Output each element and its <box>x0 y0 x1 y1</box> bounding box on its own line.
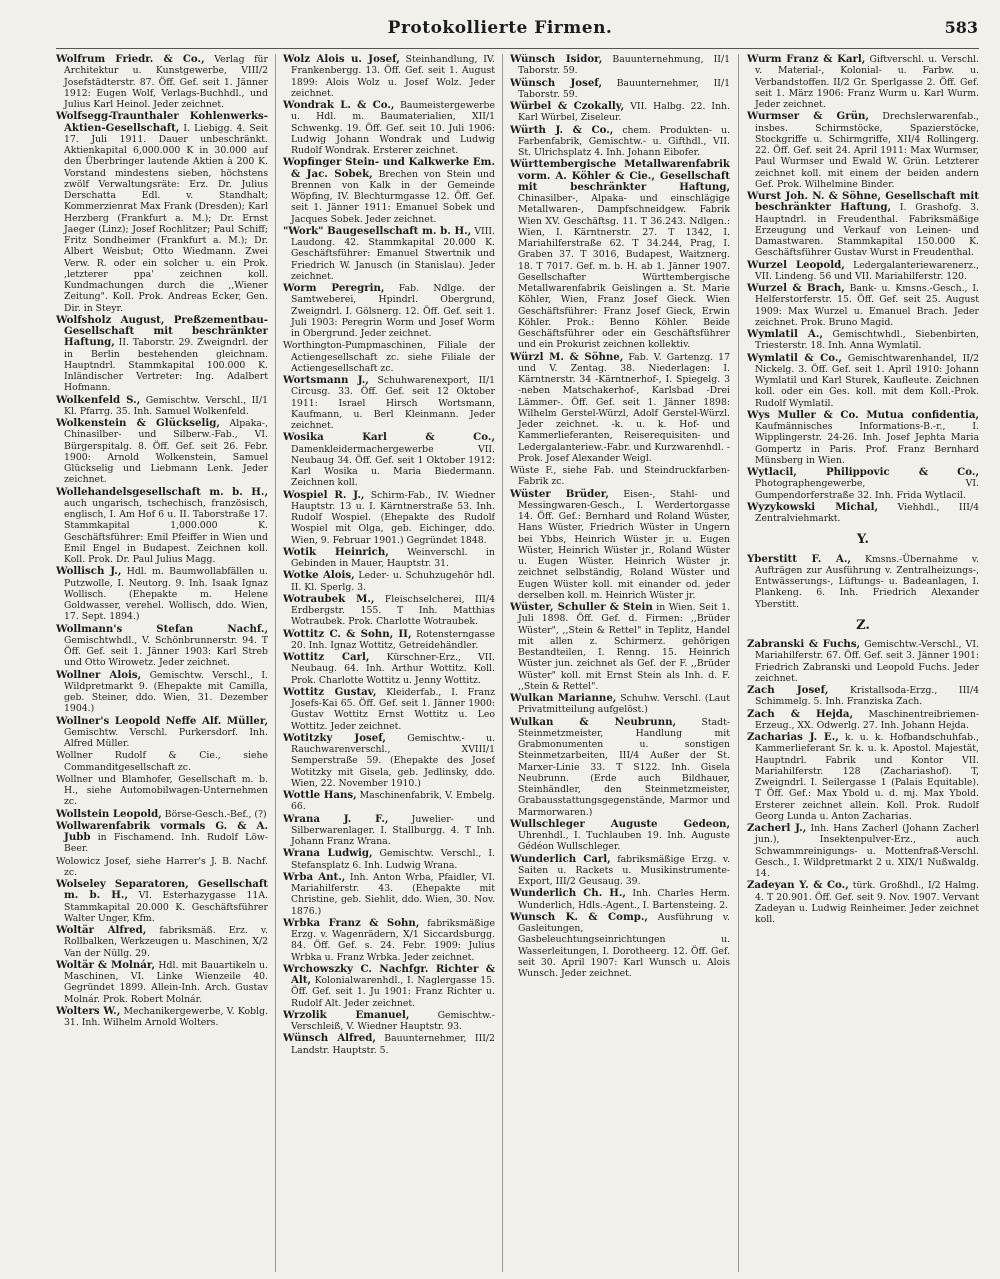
firm-name: Wospiel R. J., <box>283 488 365 501</box>
firm-entry <box>747 329 979 352</box>
firm-name: Wurst Joh. N. & Söhne, Gesellschaft mit beschränkter Haftung, <box>747 190 979 214</box>
firm-details: Juwelier- und Silberwarenlager. I. Stallburgg. 4. T Inh. Johann Franz Wrana. <box>291 813 495 847</box>
firm-details: Kleiderfab., I. Franz Josefs-Kai 65. Öff. Gef. seit 1. Jänner 1900: Gustav Wottitz Ernst Wottitz u. Leo Wottitz. Jeder zeichnet. <box>291 686 495 732</box>
firm-name: Wys Muller & Co. Mutua confidentia, <box>747 408 979 421</box>
firm-entry <box>283 872 495 917</box>
firm-details: VI. Esterhazygasse 11A. Stammkapital 20.000 K. Geschäftsführer Walter Unger, Kfm. <box>64 890 268 924</box>
firm-name: Zach Josef, <box>747 684 829 696</box>
firm-details: Gemischtw. Verschl. Purkersdorf. Inh. Alfred Müller. <box>64 726 268 749</box>
firm-details: Gemischtwarenhandel, II/2 Nickelg. 3. Öff. Gef. seit 1. April 1910: Johann Wymlatil und Karl Sturek, Kaufleute. Zeichnen koll. oder ein Ges. koll. mit dem Koll.-Prok. Rudolf Wymlatil. <box>755 352 979 409</box>
firm-entry <box>510 819 730 853</box>
firm-details: Hdl. m. Baumwollabfällen u. Putzwolle, I. Neutorg. 9. Inh. Isaak Ignaz Wollisch. (Ehepakte m. Helene Goldwasser, verehel. Wollisch, ddo. Wien, 17. Sept. 1894.) <box>64 566 268 623</box>
firm-details: Kürschner-Erz., VII. Neubaug. 64. Inh. Arthur Wottitz. Koll. Prok. Charlotte Wottitz u. Jenny Wottitz. <box>291 652 495 686</box>
firm-name: Wunsch K. & Comp., <box>510 910 648 923</box>
firm-name: Wymlatil & Co., <box>747 351 842 364</box>
firm-name: Wollisch J., <box>56 565 122 578</box>
firm-entry <box>56 809 268 820</box>
firm-entry <box>510 912 730 980</box>
firm-details: VII. Halbg. 22. Inh. Karl Würbel, Ziseleur. <box>518 101 730 124</box>
firm-details: auch ungarisch, tschechisch, französisch, englisch, I. Am Hof 6 u. II. Taborstraße 17. Stammkapital 1,000.000 K. Geschäftsführer: Emil Pfeiffer in Wien und Emil Engel in Budapest. Zeichnen koll. Koll. Prok. Dr. Paul Julius Magg. <box>64 497 268 565</box>
firm-entry <box>56 624 268 669</box>
firm-name: Wulkan Marianne, <box>510 692 617 704</box>
page-number: 583 <box>944 18 978 37</box>
firm-details: Kmsns.-Übernahme v. Aufträgen zur Ausführung v. Zentralheizungs-, Entwässerungs-, Lüftungs- u. Badeanlagen, I. Plankeng. 6. Inh. Friedrich Alexander Yberstitt. <box>755 553 979 610</box>
firm-details: Leder- u. Schuhzugehör hdl. II. Kl. Sperlg. 3. <box>291 570 495 593</box>
firm-name: Wrana J. F., <box>283 812 389 825</box>
firm-entry <box>747 467 979 501</box>
firm-name: Würzl M. & Söhne, <box>510 350 624 363</box>
firm-entry <box>283 226 495 282</box>
firm-entry <box>510 54 730 77</box>
firm-details: in Fischamend. Inh. Rudolf Löw-Beer. <box>64 832 268 855</box>
firm-details: Bauunternehmer, III/2 Landstr. Hauptstr. 5. <box>291 1033 495 1056</box>
column-4 <box>747 54 979 1272</box>
firm-entry <box>747 111 979 190</box>
firm-details: Mechanikergewerbe, V. Koblg. 31. Inh. Wilhelm Arnold Wolters. <box>64 1005 268 1028</box>
firm-entry <box>747 709 979 732</box>
column-3 <box>510 54 730 1272</box>
firm-entry <box>56 418 268 486</box>
page-header <box>0 14 1000 44</box>
firm-entry <box>747 502 979 525</box>
firm-entry <box>56 111 268 314</box>
firm-entry <box>283 733 495 789</box>
firm-entry <box>56 716 268 750</box>
firm-entry <box>283 100 495 156</box>
firm-name: Wotitzky Josef, <box>283 731 386 744</box>
firm-details: Gemischtw.-Verschleiß, V. Wiedner Hauptstr. 93. <box>291 1009 495 1032</box>
firm-details: Gemischtw.- u. Rauchwarenverschl., XVIII/1 Semperstraße 59. (Ehepakte des Josef Wotitzky mit Gisela, geb. Jedlinsky, ddo. Wien, 22. November 1910.) <box>291 732 495 789</box>
firm-entry <box>283 964 495 1009</box>
firm-entry <box>283 375 495 431</box>
firm-name: Wünsch Isidor, <box>510 54 603 65</box>
firm-details: Bauunternehmer, II/1 Taborstr. 59. <box>518 77 730 100</box>
firm-name: Wollwarenfabrik vormals G. & A. Jubb <box>56 819 268 843</box>
firm-name: Wunderlich Carl, <box>510 852 611 865</box>
firm-entry <box>510 101 730 124</box>
firm-name: Wottitz C. & Sohn, II, <box>283 627 412 640</box>
firm-details: Wolowicz Josef, siehe Harrer's J. B. Nachf. zc. <box>56 855 268 878</box>
firm-entry <box>747 410 979 466</box>
firm-entry <box>283 54 495 99</box>
firm-name: Wortsmann J., <box>283 374 369 386</box>
firm-name: Wondrak L. & Co., <box>283 99 395 111</box>
firm-name: Wopfinger Stein- und Kalkwerke Em. & Jac. Sobek, <box>283 156 495 180</box>
firm-entry <box>747 880 979 925</box>
firm-name: Wollstein Leopold, <box>56 807 162 820</box>
firm-entry <box>747 260 979 283</box>
firm-details: Uhrenhdl., I. Tuchlauben 19. Inh. Auguste Gédéon Wullschleger. <box>518 830 730 853</box>
page-title: Protokollierte Firmen. <box>387 18 613 38</box>
firm-entry <box>283 432 495 488</box>
firm-name: Wotke Alois, <box>283 569 355 582</box>
firm-details: Stadt-Steinmetzmeister, Handlung mit Grabmonumenten u. sonstigen Steinmetzarbeiten, III/4 Außer der St. Marxer-Linie 33. T S122. Inh. Gisela Neubrunn. (Erde auch Bildhauer, Steinhändler, den Steinmetzmeister, Grabausstattungsgegenstände, Marmor und Marmorwaren.) <box>518 716 730 818</box>
firm-name: Woltär Alfred, <box>56 924 147 936</box>
column-2 <box>283 54 495 1272</box>
firm-name: Wurm Franz & Karl, <box>747 54 866 65</box>
firm-name: Wunderlich Ch. H., <box>510 887 626 900</box>
firm-details: Drechslerwarenfab., insbes. Schirmstöcke, Spazierstöcke, Stockgriffe u. Schirmgriffe, XII/4 Rollingerg. 22. Öff. Gef. seit 24. April 1911: Max Wurmser, Paul Wurmser und Ewald W. Grün. Letzterer zeichnet koll. mit einem der beiden andern Gef. Prok. Wilhelmine Binder. <box>755 111 979 190</box>
column-divider <box>738 54 739 1272</box>
firm-name: Wüster Brüder, <box>510 487 609 500</box>
firm-details: Wollner Rudolf & Cie., siehe Commanditgesellschaft zc. <box>56 750 268 773</box>
letter-heading: Z. <box>856 617 870 633</box>
firm-details: Gemischtw.-Verschl., VI. Mariahilferstr. 67. Öff. Gef. seit 3. Jänner 1901: Friedrich Zabranski und Leopold Fuchs. Jeder zeichnet. <box>755 639 979 684</box>
firm-entry <box>510 125 730 159</box>
firm-name: Wotraubek M., <box>283 592 375 605</box>
firm-name: Wünsch Josef, <box>510 76 603 89</box>
firm-entry <box>56 487 268 566</box>
firm-entry <box>56 750 268 773</box>
firm-details: Chinasilber-, Alpaka- und einschlägige Metallwaren-, Dampfschneidgew. Fabrik Wien XV. Geschäftsg. 11. T 36.243. Ndlgen.: Wien, I. Kärntnerstr. 27. T 1342, I. Mariahilferstraße 62. T 34.244, Prag, I. Graben 37. T 3016, Budapest, Waitznerg. 18. T 7017. Gef. m. b. H. ab 1. Jänner 1907. Gesellschafter Württembergische Metallwarenfabrik Geislingen a. St. Marie Köhler, Wien, Franz Josef Gieck. Wien Geschäftsführer: Franz Josef Gieck, Erwin Köhler. Prok.: Benno Köhler. Beide Geschäftsführer oder ein Geschäftsführer und ein Prokurist zeichnen kollektiv. <box>518 193 730 351</box>
firm-details: Photographengewerbe, VI. Gumpendorferstraße 32. Inh. Frida Wytlacil. <box>755 478 979 501</box>
firm-name: Zabranski & Fuchs, <box>747 638 861 650</box>
firm-details: in Wien. Seit 1. Juli 1898. Öff. Gef. d. Firmen: ,,Brüder Wüster", ,,Stein & Rettel" in Teplitz, Handel mit allen z. Schirmerz. gehörigen Bestandteilen, I. Renng. 15. Heinrich Wüster jun. zeichnet als Gef. der F. ,,Brüder Wüster" koll. mit Ernst Stein als Inh. d. F. ,,Stein & Rettel". <box>518 602 730 692</box>
firm-details: fabriksmäßige Erzg. v. Wagenrädern, X/1 Siccardsburgg. 84. Öff. Gef. s. 24. Febr. 1909: Julius Wrbka u. Franz Wrbka. Jeder zeichnet. <box>291 917 495 963</box>
firm-details: Bank- u. Kmsns.-Gesch., I. Helferstorferstr. 15. Öff. Gef. seit 25. August 1909: Max Wurzel u. Emanuel Brach. Jeder zeichnet. Prok. Bruno Magid. <box>755 283 979 328</box>
firm-details: I. Liebigg. 4. Seit 17. Juli 1911. Dauer unbeschränkt. Aktienkapital 6,000.000 K in 30.000 auf den Überbringer lautende Aktien à 200 K. Vorstand mindestens sieben, höchstens zwölf Verwaltungsräte: Erz. Dr. Julius Derschatta Edl. v. Standhalt; Kommerzienrat Max Frank (Dresden); Karl Herzberg (Frankfurt a. M.); Dr. Ernst Jaeger (Linz); Josef Rochlitzer; Paul Schiff; Fritz Sondheimer (Frankfurt a. M.); Dr. Albert Weisbut; Otto Wiedmann. Zwei Verw. R. oder ein solcher u. ein Prok. ,letzterer ppa' zeichnen koll. Kundmachungen durch die ,,Wiener Zeitung". Koll. Prok. Andreas Ecker, Gen. Dir. in Steyr. <box>64 122 268 314</box>
firm-entry <box>283 157 495 225</box>
firm-details: I. Grashofg. 3. Hauptndrl. in Freudenthal. Fabriksmäßige Erzeugung und Verkauf von Leinen- und Damastwaren. Stammkapital 150.000 K. Geschäftsführer Gustav Wurst in Freudenthal. <box>755 202 979 259</box>
firm-details: Inh. Hans Zacherl (Johann Zacherl jun.), Insektenpulver-Erz., auch Schwammreinigungs- u. Mottenfraß-Verschl. Gesch., I. Wildpretmarkt 2 u. XIX/1 Nußwaldg. 14. <box>755 823 979 879</box>
firm-entry <box>56 315 268 394</box>
firm-details: Bauunternehmung, II/1 Taborstr. 59. <box>518 54 730 77</box>
firm-details: chem. Produkten- u. Farbenfabrik, Gemischtw.- u. Gifthdl., VII. St. Ulrichsplatz 4. Inh. Johann Eibofer. <box>518 124 730 158</box>
firm-entry <box>56 960 268 1005</box>
firm-entry <box>510 489 730 602</box>
firm-entry <box>283 918 495 963</box>
firm-name: Worm Peregrin, <box>283 282 385 294</box>
firm-details: Fab. V. Gartenzg. 17 und V. Zentag. 38. Niederlagen: I. Kärntnerstr. 34 -Kärntnerhof-, I. Spiegelg. 3 -neben Matschakerhof-, Karlsbad -Drei Lämmer-. Öff. Gef. seit 1. Jänner 1898: Wilhelm Gerstel-Würzl, Adolf Gerstel-Würzl. Jeder zeichnet. -k. u. k. Hof- und Kammerlieferanten, Reiserequisiten- und Ledergalanteriew.-Fabr. und Kurzwarenhdl. -Prok. Josef Alexander Weigl. <box>518 351 730 464</box>
firm-details: Gemischtw. Verschl., I. Stefansplatz 6. Inh. Ludwig Wrana. <box>291 848 495 871</box>
firm-details: Inh. Charles Herm. Wunderlich, Hdls.-Agent., I. Bartensteing. 2. <box>518 888 730 911</box>
firm-name: "Work" Baugesellschaft m. b. H., <box>283 224 472 237</box>
firm-entry <box>283 652 495 686</box>
firm-entry <box>747 732 979 822</box>
firm-name: Wosika Karl & Co., <box>283 431 495 444</box>
firm-entry <box>283 594 495 628</box>
firm-name: Zacharias J. E., <box>747 731 839 743</box>
firm-name: Wotik Heinrich, <box>283 545 389 558</box>
firm-details: fabriksmäß. Erz. v. Rollbalken, Werkzeugen u. Maschinen, X/2 Van der Nüllg. 29. <box>64 925 268 959</box>
firm-name: Wolfrum Friedr. & Co., <box>56 54 205 65</box>
firm-entry <box>283 848 495 871</box>
firm-name: Wolfsholz August, Preßzementbau-Gesellschaft mit beschränkter Haftung, <box>56 313 268 349</box>
firm-entry <box>510 693 730 716</box>
firm-entry <box>747 554 979 610</box>
firm-name: Wollehandelsgesellschaft m. b. H., <box>56 485 268 498</box>
firm-entry <box>510 717 730 818</box>
firm-name: Wymlatil A., <box>747 328 823 340</box>
firm-details: Schirm-Fab., IV. Wiedner Hauptstr. 13 u. I. Kärntnerstraße 53. Inh. Rudolf Wospiel. (Ehepakte des Rudolf Wospiel mit Olga, geb. Eichinger, ddo. Wien, 9. Februar 1901.) Gegründet 1848. <box>291 489 495 546</box>
firm-details: Kaufmännisches Informations-B.-r., I. Wipplingerstr. 24-26. Inh. Josef Jephta Maria Gompertz in Paris. Prof. Franz Bernhard Münsberg in Wien. <box>755 421 979 466</box>
firm-name: Wytlacil, Philippovic & Co., <box>747 466 979 478</box>
firm-entry <box>283 547 495 570</box>
firm-details: Verlag für Architektur u. Kunstgewerbe, VIII/2 Josefstädterstr. 87. Öff. Gef. seit 1. Jänner 1912: Eugen Wolf, Verlags-Buchhdl., und Julius Karl Heinol. Jeder zeichnet. <box>64 54 268 110</box>
firm-name: Wollner Alois, <box>56 668 142 681</box>
firm-name: Wurzel Leopold, <box>747 258 845 271</box>
firm-details: Fab. Ndlge. der Samtweberei, Hpindrl. Obergrund, Zweigndrl. I. Gölsnerg. 12. Öff. Gef. seit 1. Juli 1903: Peregrin Worm und Josef Worm in Obergrund. Jeder zeichnet. <box>291 283 495 339</box>
firm-name: Wrzolik Emanuel, <box>283 1008 410 1021</box>
firm-entry <box>510 602 730 692</box>
firm-details: Gemischtwhdl., V. Schönbrunnerstr. 94. T Öff. Gef. seit 1. Jänner 1903: Karl Streb und Otto Wirowetz. Jeder zeichnet. <box>64 634 268 669</box>
firm-details: Wollner und Blamhofer, Gesellschaft m. b. H., siehe Automobilwagen-Unternehmen zc. <box>56 773 268 808</box>
firm-details: II. Taborstr. 29. Zweigndrl. der in Berlin bestehenden gleichnam. Hauptndrl. Stammkapital 100.000 K. Inländischer Vertreter: Ing. Adalbert Hofmann. <box>64 337 268 394</box>
firm-entry <box>283 490 495 546</box>
firm-details: Kristallsoda-Erzg., III/4 Schimmelg. 5. Inh. Franziska Zach. <box>755 685 979 708</box>
firm-name: Wolkenfeld S., <box>56 393 141 406</box>
firm-name: Zacherl J., <box>747 822 807 834</box>
firm-details: Eisen-, Stahl- und Messingwaren-Gesch., I. Werdertorgasse 14. Öff. Gef.: Bernhard und Roland Wüster, Hans Wüster, Friedrich Wüster in Ungern bei Ybbs, Heinrich Wüster jr. u. Eugen Wüster, Heinrich Wüster jr., Roland Wüster u. Eugen Wüster. Heinrich Wüster jr. zeichnet selbständig, Roland Wüster und Eugen Wüster koll. mit einander od. jeder derselben koll. m. Heinrich Wüster jr. <box>518 488 730 601</box>
firm-name: Wottitz Carl, <box>283 651 370 663</box>
firm-name: Würbel & Czokally, <box>510 100 625 112</box>
firm-name: Wulkan & Neubrunn, <box>510 715 677 728</box>
firm-details: Gemischtwhdl., Siebenbirten, Triesterstr. 18. Inh. Anna Wymlatil. <box>755 329 979 352</box>
firm-name: Wüster, Schuller & Stein <box>510 601 653 613</box>
firm-details: Schuhw. Verschl. (Laut Privatmitteilung aufgelöst.) <box>518 693 730 716</box>
firm-entry <box>283 790 495 813</box>
firm-entry <box>283 687 495 732</box>
firm-details: Ausführung v. Gasleitungen, Gasbeleuchtungseinrichtungen u. Wasserleitungen, I. Dorotheerg. 12. Öff. Gef. seit 30. April 1907: Karl Wunsch u. Alois Wunsch. Jeder zeichnet. <box>518 911 730 979</box>
firm-name: Wrba Ant., <box>283 870 346 883</box>
firm-details: Baumeistergewerbe u. Hdl. m. Baumaterialien, XII/1 Schwenkg. 19. Öff. Gef. seit 10. Juli 1906: Ludwig Johann Wondrak und Ludwig Rudolf Wondrak. Ersterer zeichnet. <box>291 100 495 156</box>
firm-name: Württembergische Metallwarenfabrik vorm. A. Köhler & Cie., Gesellschaft mit beschränkter Haftung, <box>510 158 730 193</box>
firm-entry <box>510 888 730 911</box>
firm-entry <box>283 283 495 339</box>
firm-name: Wolters W., <box>56 1004 121 1017</box>
firm-entry <box>510 465 730 488</box>
firm-details: türk. Großhdl., I/2 Halmg. 4. T 20.901. Öff. Gef. seit 9. Nov. 1907. Vervant Zadeyan u. Ludwig Reinheimer. Jeder zeichnet koll. <box>755 880 979 925</box>
firm-entry <box>747 685 979 708</box>
firm-entry <box>56 54 268 110</box>
firm-name: Zadeyan Y. & Co., <box>747 879 849 892</box>
firm-details: Ledergalanteriewarenerz., VII. Lindeng. 56 und VII. Mariahilferstr. 120. <box>755 259 979 282</box>
firm-entry <box>747 54 979 110</box>
firm-name: Yberstitt F. A., <box>747 552 851 565</box>
firm-details: Giftverschl. u. Verschl. v. Material-, Kolonial- u. Farbw. u. Verbandstoffen. II/2 Gr. Sperlgasse 2. Öff. Gef. seit 1. März 1906: Franz Wurm u. Karl Wurm. Jeder zeichnet. <box>755 54 979 110</box>
firm-entry <box>56 821 268 855</box>
firm-details: Viehhdl., III/4 Zentralviehmarkt. <box>755 501 979 524</box>
firm-details: Fleischselcherei, III/4 Erdbergstr. 155. T Inh. Matthias Wotraubek. Prok. Charlotte Wotraubek. <box>291 593 495 628</box>
firm-name: Wolseley Separatoren, Gesellschaft m. b. H., <box>56 878 268 902</box>
firm-entry <box>56 774 268 808</box>
firm-entry <box>283 570 495 593</box>
firm-entry <box>283 814 495 848</box>
firm-entry <box>747 639 979 684</box>
firm-details: Kolonialwarenhdl., I. Naglergasse 15. Öff. Gef. seit 1. Ju 1901: Franz Richter u. Rudolf Alt. Jeder zeichnet. <box>291 975 495 1009</box>
firm-name: Wolkenstein & Glückselig, <box>56 417 220 429</box>
firm-details: Schuhwarenexport, II/1 Circusg. 33. Öff. Gef. seit 12 Oktober 1911: Israel Hirsch Wortsmann, Kaufmann, u. Berl Kleinmann. Jeder zeichnet. <box>291 375 495 431</box>
column-divider <box>502 54 503 1272</box>
firm-details: Rotensterngasse 20. Inh. Ignaz Wottitz, Getreidehändler. <box>291 628 495 651</box>
firm-name: Wolfsegg-Traunthaler Kohlenwerks-Aktien-Gesellschaft, <box>56 110 268 134</box>
firm-entry <box>56 856 268 879</box>
firm-details: fabriksmäßige Erzg. v. Saiten u. Rackets u. Musikinstrumente-Export, III/2 Geusaug. 39. <box>518 853 730 887</box>
firm-details: VIII. Laudong. 42. Stammkapital 20.000 K. Geschäftsführer: Emanuel Stwertnik und Friedrich W. Janusch (in Stanislau). Jeder zeichnet. <box>291 225 495 282</box>
firm-entry <box>56 1006 268 1029</box>
firm-details: Maschinenfabrik, V. Embelg. 66. <box>291 790 495 813</box>
letter-heading: Y. <box>856 532 870 548</box>
firm-details: k. u. k. Hofbandschuhfab., Kammerlieferant Sr. k. u. k. Apostol. Majestät, Hauptndrl. Fabrik und Kontor VII. Mariahilferstr. 128 (Zachariashof). T, Zweigndrl. I. Seilergasse 1 (Palais Equitable). T Öff. Gef.: Max Ybold u. d. mj. Max Ybold. Ersterer zeichnet allein. Koll. Prok. Rudolf Georg Lunda u. Anton Zacharias. <box>755 732 979 822</box>
firm-entry <box>56 925 268 959</box>
firm-name: Wollner's Leopold Neffe Alf. Müller, <box>56 714 268 727</box>
firm-name: Wünsch Alfred, <box>283 1032 376 1045</box>
firm-name: Wolz Alois u. Josef, <box>283 54 400 65</box>
firm-name: Wollmann's Stefan Nachf., <box>56 622 268 635</box>
firm-entry <box>510 159 730 350</box>
firm-name: Wrana Ludwig, <box>283 847 373 860</box>
firm-entry <box>747 191 979 259</box>
firm-details: Steinhandlung, IV. Frankenbergg. 13. Öff. Gef. seit 1. August 1899: Alois Wolz u. Josef Wolz. Jeder zeichnet. <box>291 54 495 99</box>
firm-name: Wullschleger Auguste Gedeon, <box>510 817 730 830</box>
firm-name: Wrchowszky C. Nachfgr. Richter & Alt, <box>283 962 495 986</box>
firm-entry <box>283 629 495 652</box>
firm-name: Wottitz Gustav, <box>283 685 377 698</box>
firm-name: Wurmser & Grün, <box>747 110 869 123</box>
firm-entry <box>283 1033 495 1056</box>
column-divider <box>275 54 276 1272</box>
firm-details: Brechen von Stein und Brennen von Kalk in der Gemeinde Wöpfing, IV. Blechturmgasse 12. Öff. Gef. seit 1. Jänner 1911: Emanuel Sobek und Jacques Sobek. Jeder zeichnet. <box>291 168 495 225</box>
firm-name: Woltär & Molnár, <box>56 958 156 971</box>
firm-entry <box>283 340 495 374</box>
firm-name: Wrbka Franz & Sohn, <box>283 916 420 929</box>
firm-details: Gemischtw. Verschl., I. Wildpretmarkt 9. (Ehepakte mit Camilla, geb. Steiner, ddo. Wien, 31. Dezember 1904.) <box>64 669 268 715</box>
firm-name: Wyzykowski Michal, <box>747 500 879 513</box>
firm-entry <box>56 566 268 622</box>
firm-details: Wüste F., siehe Fab. und Steindruckfarben-Fabrik zc. <box>510 465 730 488</box>
firm-entry <box>56 879 268 924</box>
firm-details: Gemischtw. Verschl., II/1 Kl. Pfarrg. 35. Inh. Samuel Wolkenfeld. <box>64 394 268 417</box>
firm-entry <box>56 395 268 418</box>
firm-entry <box>510 78 730 101</box>
column-1 <box>56 54 268 1272</box>
firm-entry <box>283 1010 495 1033</box>
firm-entry <box>510 854 730 888</box>
firm-details: Weinverschl. in Gebinden in Mauer, Hauptstr. 31. <box>291 546 495 569</box>
firm-details: Hdl. mit Bauartikeln u. Maschinen, VI. Linke Wienzeile 40. Gegründet 1899. Allein-Inh. Arch. Gustav Molnár. Prok. Robert Molnár. <box>64 959 268 1005</box>
firm-name: Wottle Hans, <box>283 789 357 801</box>
firm-entry <box>747 823 979 879</box>
firm-entry <box>56 670 268 715</box>
firm-details: Worthington-Pumpmaschinen, Filiale der Actiengesellschaft zc. siehe Filiale der Actiengesellschaft zc. <box>283 340 495 374</box>
firm-details: Alpaka-, Chinasilber- und Silberw.-Fab., VI. Bürgerspitalg. 8. Öff. Gef. seit 26. Febr. 1900: Arnold Wolkenstein, Samuel Glückselig und Liebmann Lenk. Jeder zeichnet. <box>64 418 268 486</box>
firm-entry <box>747 283 979 328</box>
firm-name: Zach & Hejda, <box>747 707 854 720</box>
firm-name: Würth J. & Co., <box>510 123 614 136</box>
firm-details: Damenkleidermachergewerbe VII. Neubaug 34. Öff. Gef. seit 1 Oktober 1912: Karl Wosika u. Maria Biedermann. Zeichnen koll. <box>291 443 495 489</box>
firm-entry <box>510 352 730 465</box>
firm-details: Inh. Anton Wrba, Pfaidler, VI. Mariahilferstr. 43. (Ehepakte mit Christine, geb. Siehlit, ddo. Wien, 30. Nov. 1876.) <box>291 871 495 917</box>
firm-details: Börse-Gesch.-Bef., (?) <box>164 808 267 820</box>
firm-details: Maschinentreibriemen-Erzeug., XX. Odwerlg. 27. Inh. Johann Hejda. <box>755 708 979 731</box>
firm-entry <box>747 353 979 409</box>
header-rule <box>56 48 979 49</box>
firm-name: Wurzel & Brach, <box>747 282 845 294</box>
